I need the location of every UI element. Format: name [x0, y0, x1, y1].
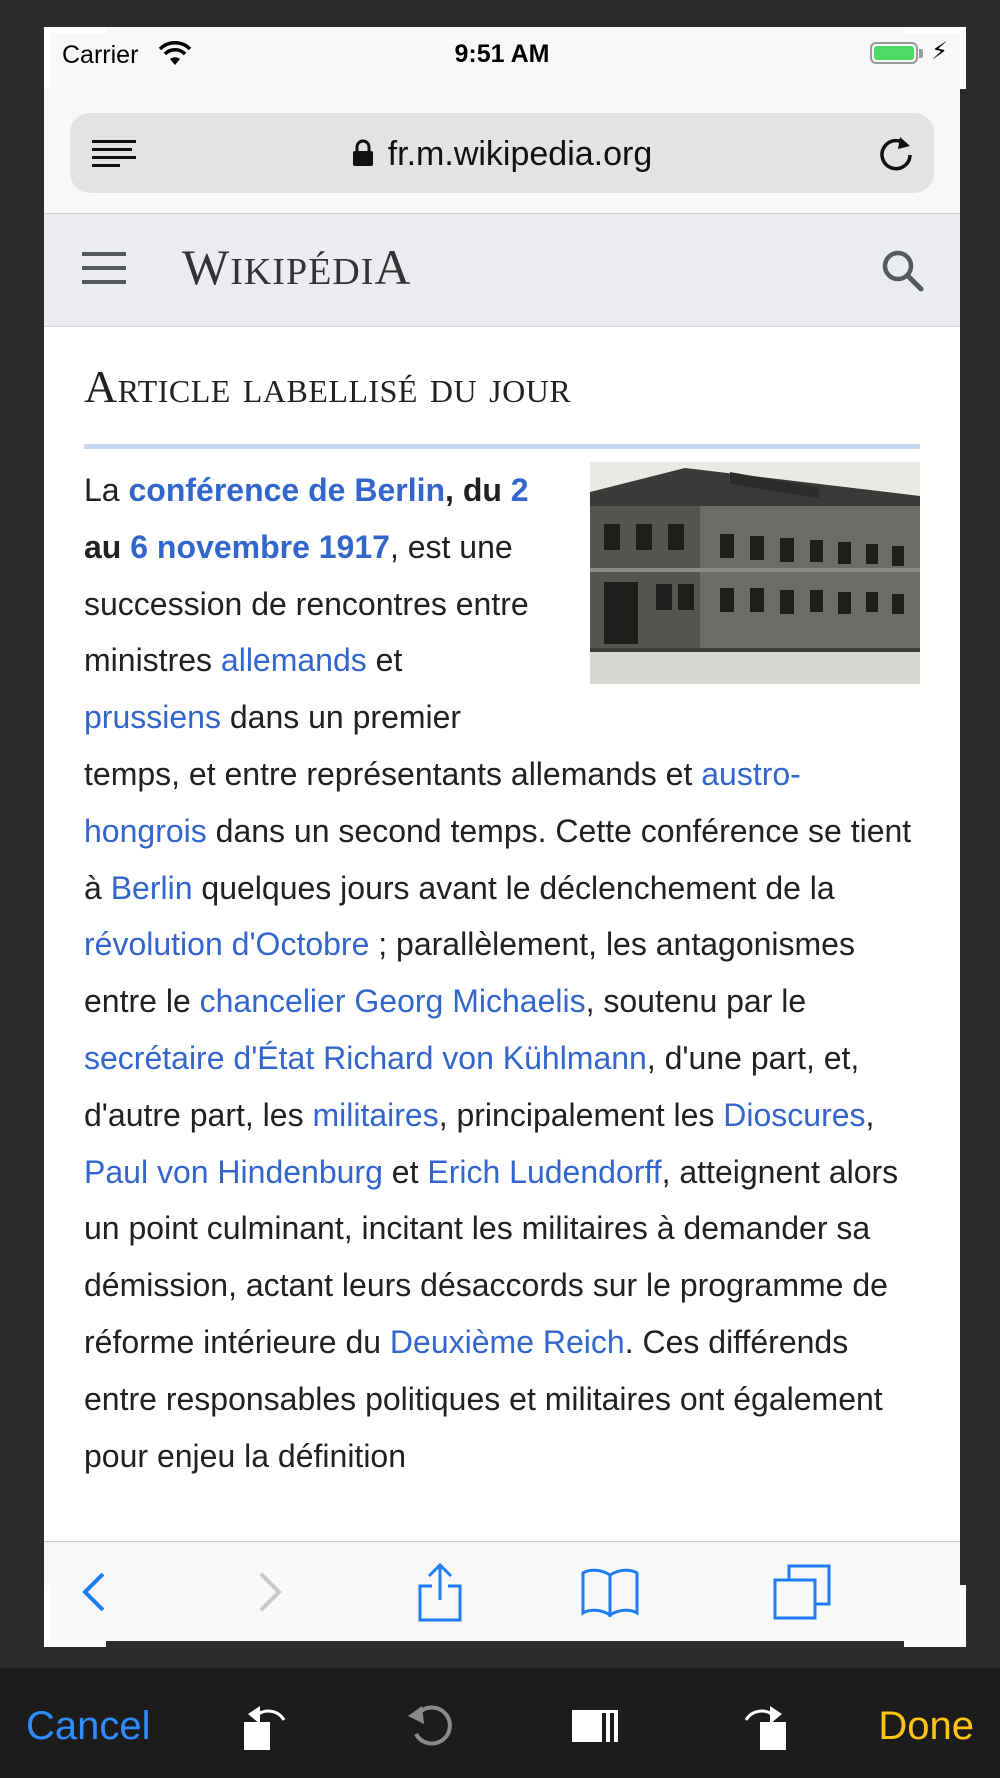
- article-text-run: , atteignent alors un point culminant, incitant les militaires à demander sa démission, actant leurs désaccords sur le programme de réforme intérieure du: [84, 1153, 899, 1360]
- article-text-run: ; parallèlement, les antagonismes entre le: [84, 926, 855, 1020]
- article-link[interactable]: austro-hongrois: [84, 755, 801, 849]
- article-text-run: ,: [865, 1096, 875, 1133]
- article-link[interactable]: Erich Ludendorff: [427, 1153, 662, 1190]
- article-text-run: , d'une part, et, d'autre part, les: [84, 1039, 860, 1133]
- article-text-run: , soutenu par le: [585, 983, 807, 1020]
- share-icon: [416, 1562, 464, 1622]
- aspect-ratio-icon[interactable]: [568, 1698, 624, 1754]
- article-link[interactable]: militaires: [312, 1096, 439, 1133]
- article-link[interactable]: conférence de Berlin: [128, 472, 446, 508]
- article-text-run: quelques jours avant le déclenchement de la: [192, 869, 835, 906]
- article-link[interactable]: 6 novembre 1917: [130, 528, 390, 565]
- crop-handle-bottom-left[interactable]: [44, 1585, 106, 1647]
- address-bar[interactable]: [70, 113, 934, 193]
- revert-icon[interactable]: [404, 1698, 460, 1754]
- article-text-run: , est une succession de rencontres entre ministres: [84, 528, 529, 679]
- article-link[interactable]: Dioscures: [723, 1096, 866, 1133]
- article-content: [84, 326, 920, 1576]
- lock-icon: [352, 139, 374, 167]
- article-link[interactable]: Paul von Hindenburg: [84, 1153, 383, 1190]
- done-button[interactable]: Done: [878, 1704, 974, 1748]
- article-text-run: , principalement les: [438, 1096, 724, 1133]
- article-text-run: dans un second temps. Cette conférence se tient à: [84, 812, 912, 906]
- url-text: fr.m.wikipedia.org: [387, 135, 653, 173]
- browser-toolbar: [44, 1541, 960, 1641]
- article-link[interactable]: 2: [510, 472, 529, 508]
- url-display[interactable]: [70, 135, 934, 174]
- article-link[interactable]: prussiens: [84, 699, 221, 736]
- article-link[interactable]: révolution d'Octobre: [84, 926, 370, 963]
- browser-address-area: [44, 85, 960, 214]
- article-link[interactable]: allemands: [220, 642, 367, 679]
- crop-handle-top-left[interactable]: [44, 27, 106, 89]
- article-text-run: , du: [445, 472, 511, 508]
- rotate-right-icon[interactable]: [736, 1698, 792, 1754]
- section-title: Article labellisé du jour: [84, 361, 572, 412]
- tabs-button[interactable]: [772, 1562, 832, 1622]
- logo-small-caps: IKIPÉDI: [230, 251, 375, 293]
- article-body: [84, 462, 920, 1484]
- hamburger-menu-icon[interactable]: [82, 250, 126, 286]
- bookmarks-icon: [581, 1567, 639, 1617]
- article-text-run: . Ces différends entre responsables politiques et militaires ont également pour enjeu la définition: [84, 1323, 883, 1474]
- forward-button[interactable]: [240, 1562, 300, 1622]
- section-divider: [84, 444, 920, 449]
- forward-icon: [255, 1570, 285, 1614]
- cancel-button[interactable]: Cancel: [26, 1704, 151, 1748]
- tabs-icon: [773, 1564, 831, 1620]
- crop-handle-bottom-right[interactable]: [904, 1585, 966, 1647]
- rotate-left-icon[interactable]: [238, 1698, 294, 1754]
- article-link[interactable]: Berlin: [110, 869, 193, 906]
- article-text-run: dans un premier temps, et entre représentants allemands et: [84, 699, 702, 792]
- edit-toolbar: [0, 1668, 1000, 1778]
- bookmarks-button[interactable]: [580, 1562, 640, 1622]
- reload-icon[interactable]: [876, 133, 916, 173]
- article-text-run: et: [366, 642, 403, 679]
- carrier-label: Carrier: [62, 41, 139, 69]
- article-link[interactable]: secrétaire d'État Richard von Kühlmann: [84, 1039, 647, 1076]
- article-link[interactable]: Deuxième Reich: [389, 1323, 625, 1360]
- status-time: 9:51 AM: [454, 40, 550, 68]
- wikipedia-logo[interactable]: WIKIPÉDIA: [182, 239, 412, 295]
- article-text-run: au: [84, 528, 131, 565]
- image-float-spacer: [548, 462, 920, 712]
- share-button[interactable]: [410, 1562, 470, 1622]
- charging-icon: ⚡︎: [931, 38, 948, 65]
- screenshot-crop-area: [44, 27, 960, 1641]
- wikipedia-header: [44, 214, 960, 327]
- crop-handle-top-right[interactable]: [904, 27, 966, 89]
- search-icon[interactable]: [880, 248, 924, 292]
- article-text-run: La: [84, 472, 129, 508]
- status-bar: [44, 27, 960, 85]
- article-link[interactable]: chancelier Georg Michaelis: [199, 983, 586, 1020]
- article-text-run: et: [382, 1153, 428, 1190]
